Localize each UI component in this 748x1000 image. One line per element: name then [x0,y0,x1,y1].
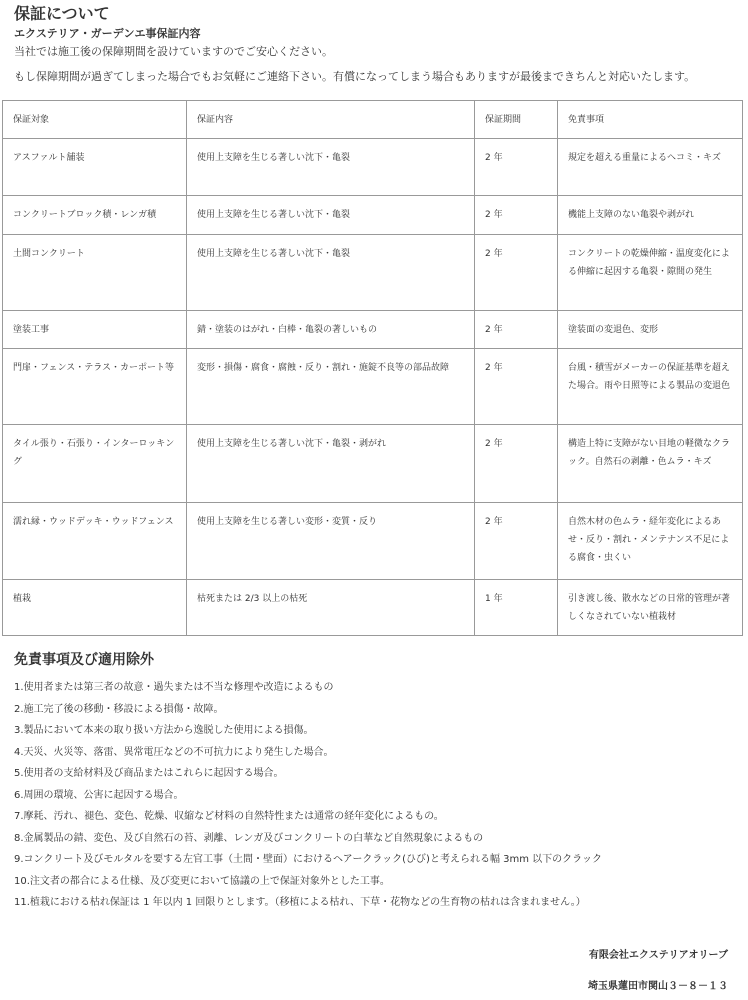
row-content: 使用上支障を生じる著しい沈下・亀裂 [187,235,475,311]
table-row [3,235,743,311]
intro-text-2: もし保障期間が過ぎてしまった場合でもお気軽にご連絡下さい。有償になってしまう場合もありますが最後まできちんと対応いたします。 [14,70,696,83]
company-address: 埼玉県蓮田市関山３－８－１３ [588,981,728,992]
row-exemption: 台風・積雪がメーカーの保証基準を超えた場合。雨や日照等による製品の変退色 [558,349,743,425]
list-item: 10.注文者の都合による仕様、及び変更において協議の上で保証対象外とした工事。 [14,875,390,887]
list-item: 3.製品において本来の取り扱い方法から逸脱した使用による損傷。 [14,725,314,736]
row-target: タイル張り・石張り・インターロッキング [3,425,187,503]
row-content: 錆・塗装のはがれ・白棒・亀裂の著しいもの [187,311,475,349]
header-cell-target: 保証対象 [3,101,187,139]
company-name: 有限会社エクステリアオリーブ [588,950,728,961]
row-content: 使用上支障を生じる著しい沈下・亀裂 [187,196,475,235]
row-content: 使用上支障を生じる著しい沈下・亀裂 [187,139,475,196]
exclusions-list [14,677,602,914]
table-row [3,503,743,580]
list-item: 4.天災、火災等、落雷、異常電圧などの不可抗力により発生した場合。 [14,746,334,758]
row-exemption: 機能上支障のない亀裂や剥がれ [558,196,743,235]
row-content: 枯死または 2/3 以上の枯死 [187,580,475,636]
row-exemption: コンクリートの乾燥伸縮・温度変化による伸縮に起因する亀裂・隙間の発生 [558,235,743,311]
row-target: 植栽 [3,580,187,636]
table-row [3,311,743,349]
row-target: コンクリートブロック積・レンガ積 [3,196,187,235]
row-period: 2 年 [475,139,558,196]
row-content: 使用上支障を生じる著しい沈下・亀裂・剥がれ [187,425,475,503]
row-target: アスファルト舗装 [3,139,187,196]
row-content: 変形・損傷・腐食・腐蝕・反り・割れ・施錠不良等の部品故障 [187,349,475,425]
row-target: 門扉・フェンス・テラス・カーポート等 [3,349,187,425]
warranty-table [2,100,743,636]
row-target: 塗装工事 [3,311,187,349]
row-exemption: 構造上特に支障がない目地の軽微なクラック。自然石の剥離・色ムラ・キズ [558,425,743,503]
header-cell-exemption: 免責事項 [558,101,743,139]
row-exemption: 塗装面の変退色、変形 [558,311,743,349]
row-period: 2 年 [475,349,558,425]
list-item: 5.使用者の支給材料及び商品またはこれらに起因する場合。 [14,768,284,779]
row-exemption: 自然木材の色ムラ・経年変化によるあせ・反り・割れ・メンテナンス不足による腐食・虫くい [558,503,743,580]
list-item: 6.周囲の環境、公害に起因する場合。 [14,789,184,801]
row-period: 2 年 [475,196,558,235]
header-cell-content: 保証内容 [187,101,475,139]
subtitle: エクステリア・ガーデンエ事保証内容 [14,27,201,40]
row-period: 2 年 [475,425,558,503]
row-target: 濡れ縁・ウッドデッキ・ウッドフェンス [3,503,187,580]
row-period: 2 年 [475,503,558,580]
table-row [3,425,743,503]
row-period: 1 年 [475,580,558,636]
header-cell-period: 保証期間 [475,101,558,139]
table-row [3,349,743,425]
exclusions-title: 免責事項及び適用除外 [14,652,154,668]
list-item: 8.金属製品の錆、変色、及び自然石の苔、剥離、レンガ及びコンクリートの白華など自然現象によるもの [14,832,484,844]
table-row [3,139,743,196]
list-item: 2.施工完了後の移動・移設による損傷・故障。 [14,703,224,715]
list-item: 1.使用者または第三者の故意・過失または不当な修理や改造によるもの [14,682,334,693]
row-period: 2 年 [475,311,558,349]
list-item: 9.コンクリート及びモルタルを要する左官工事（土間・壁面）におけるヘアークラック(ひび)と考えられる幅 3mm 以下のクラック [14,854,602,865]
table-row [3,580,743,636]
table-row [3,196,743,235]
list-item: 11.植栽における枯れ保証は 1 年以内 1 回限りとします。（移植による枯れ、下草・花物などの生育物の枯れは含まれません。） [14,897,586,908]
row-exemption: 引き渡し後、散水などの日常的管理が著しくなされていない植栽材 [558,580,743,636]
row-target: 土間コンクリート [3,235,187,311]
row-exemption: 規定を超える重量によるヘコミ・キズ [558,139,743,196]
intro-text-1: 当社では施工後の保障期間を設けていますのでご安心ください。 [14,45,333,58]
table-header-row [3,101,743,139]
row-content: 使用上支障を生じる著しい変形・変質・反り [187,503,475,580]
row-period: 2 年 [475,235,558,311]
page-title: 保証について [14,4,110,23]
list-item: 7.摩耗、汚れ、褪色、変色、乾燥、収縮など材料の自然特性または通常の経年変化によるもの。 [14,811,444,822]
